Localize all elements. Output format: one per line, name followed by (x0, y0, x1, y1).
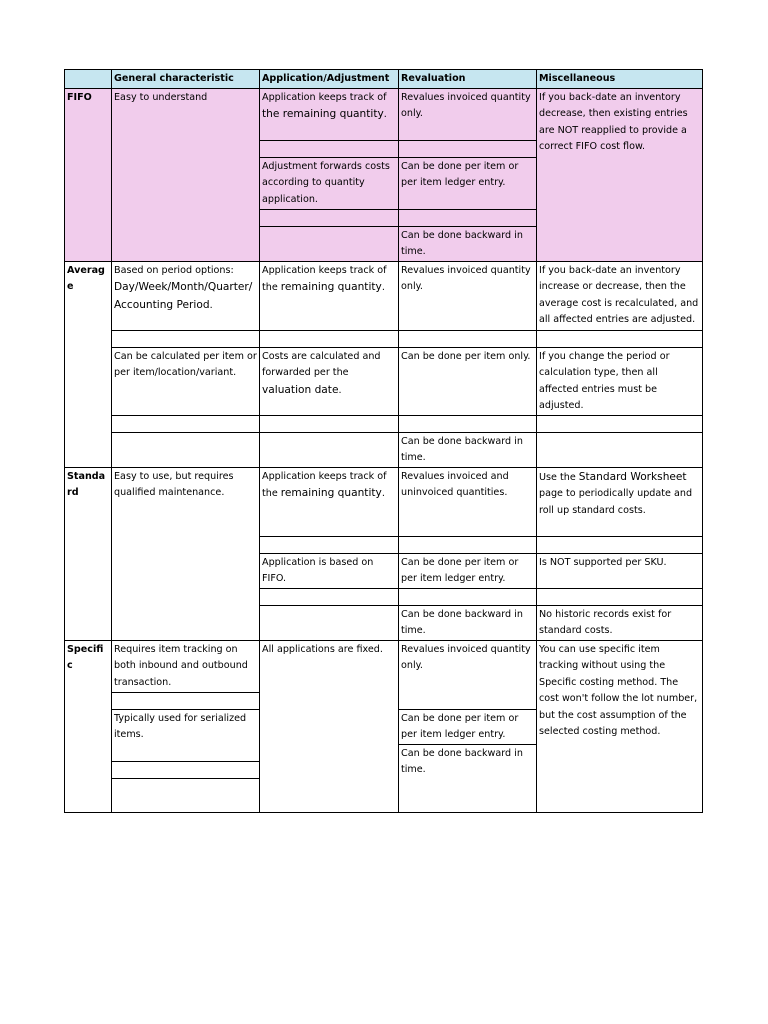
standard-application-2: Application is based on FIFO. (260, 553, 399, 588)
fifo-revaluation-3: Can be done backward in time. (399, 226, 537, 261)
empty-cell (537, 330, 703, 347)
standard-revaluation-2: Can be done per item or per item ledger entry. (399, 553, 537, 588)
empty-cell (112, 692, 260, 709)
header-application: Application/Adjustment (260, 70, 399, 89)
fifo-misc: If you back-date an inventory decrease, then existing entries are NOT reapplied to provide a correct FIFO cost flow. (537, 88, 703, 261)
standard-revaluation-1: Revalues invoiced and uninvoiced quantities. (399, 467, 537, 536)
empty-cell (260, 605, 399, 640)
average-general-1: Based on period options: Day/Week/Month/Quarter/Accounting Period. (112, 261, 260, 330)
table-row (65, 467, 703, 536)
standard-misc-2: Is NOT supported per SKU. (537, 553, 703, 588)
empty-cell (260, 330, 399, 347)
empty-cell (399, 209, 537, 226)
average-misc-1: If you back-date an inventory increase or decrease, then the average cost is recalculated, and all affected entries are adjusted. (537, 261, 703, 330)
specific-revaluation-3: Can be done backward in time. (399, 744, 537, 812)
empty-cell (260, 536, 399, 553)
method-fifo: FIFO (65, 88, 112, 261)
header-revaluation: Revaluation (399, 70, 537, 89)
average-revaluation-1: Revalues invoiced quantity only. (399, 261, 537, 330)
empty-cell (537, 588, 703, 605)
method-average: Average (65, 261, 112, 467)
header-general: General characteristic (112, 70, 260, 89)
empty-cell (260, 432, 399, 467)
empty-cell (399, 140, 537, 157)
specific-revaluation-2: Can be done per item or per item ledger entry. (399, 709, 537, 744)
standard-general: Easy to use, but requires qualified maintenance. (112, 467, 260, 640)
empty-cell (260, 226, 399, 261)
table-row (65, 347, 703, 415)
standard-application-1: Application keeps track of the remaining quantity. (260, 467, 399, 536)
average-revaluation-2: Can be done per item only. (399, 347, 537, 415)
empty-cell (537, 415, 703, 432)
empty-cell (399, 536, 537, 553)
standard-revaluation-3: Can be done backward in time. (399, 605, 537, 640)
empty-cell (112, 330, 260, 347)
empty-cell (260, 588, 399, 605)
header-empty (65, 70, 112, 89)
standard-misc-1: Use the Standard Worksheet page to periodically update and roll up standard costs. (537, 467, 703, 536)
specific-general-2: Typically used for serialized items. (112, 709, 260, 761)
empty-cell (399, 588, 537, 605)
specific-general-1: Requires item tracking on both inbound and outbound transaction. (112, 640, 260, 692)
average-general-2: Can be calculated per item or per item/location/variant. (112, 347, 260, 415)
empty-cell (399, 330, 537, 347)
table-row (65, 330, 703, 347)
empty-cell (112, 761, 260, 778)
table-row (65, 261, 703, 330)
header-misc: Miscellaneous (537, 70, 703, 89)
fifo-application-2: Adjustment forwards costs according to quantity application. (260, 157, 399, 209)
average-misc-2: If you change the period or calculation type, then all affected entries must be adjusted. (537, 347, 703, 415)
standard-misc-3: No historic records exist for standard costs. (537, 605, 703, 640)
specific-revaluation-1: Revalues invoiced quantity only. (399, 640, 537, 709)
empty-cell (537, 536, 703, 553)
specific-misc: You can use specific item tracking without using the Specific costing method. The cost won't follow the lot number, but the cost assumption of the selected costing method. (537, 640, 703, 812)
header-row (65, 70, 703, 89)
empty-cell (112, 432, 260, 467)
fifo-revaluation-1: Revalues invoiced quantity only. (399, 88, 537, 140)
table-row (65, 88, 703, 140)
table-row (65, 415, 703, 432)
empty-cell (260, 140, 399, 157)
method-specific: Specific (65, 640, 112, 812)
empty-cell (260, 415, 399, 432)
method-standard: Standard (65, 467, 112, 640)
average-application-1: Application keeps track of the remaining quantity. (260, 261, 399, 330)
fifo-general: Easy to understand (112, 88, 260, 261)
table-row (65, 432, 703, 467)
fifo-application-1: Application keeps track of the remaining quantity. (260, 88, 399, 140)
empty-cell (112, 415, 260, 432)
empty-cell (112, 778, 260, 812)
costing-methods-table (64, 69, 703, 813)
empty-cell (399, 415, 537, 432)
average-application-2: Costs are calculated and forwarded per the valuation date. (260, 347, 399, 415)
table-row (65, 640, 703, 692)
fifo-revaluation-2: Can be done per item or per item ledger entry. (399, 157, 537, 209)
empty-cell (537, 432, 703, 467)
specific-application: All applications are fixed. (260, 640, 399, 812)
empty-cell (260, 209, 399, 226)
average-revaluation-3: Can be done backward in time. (399, 432, 537, 467)
